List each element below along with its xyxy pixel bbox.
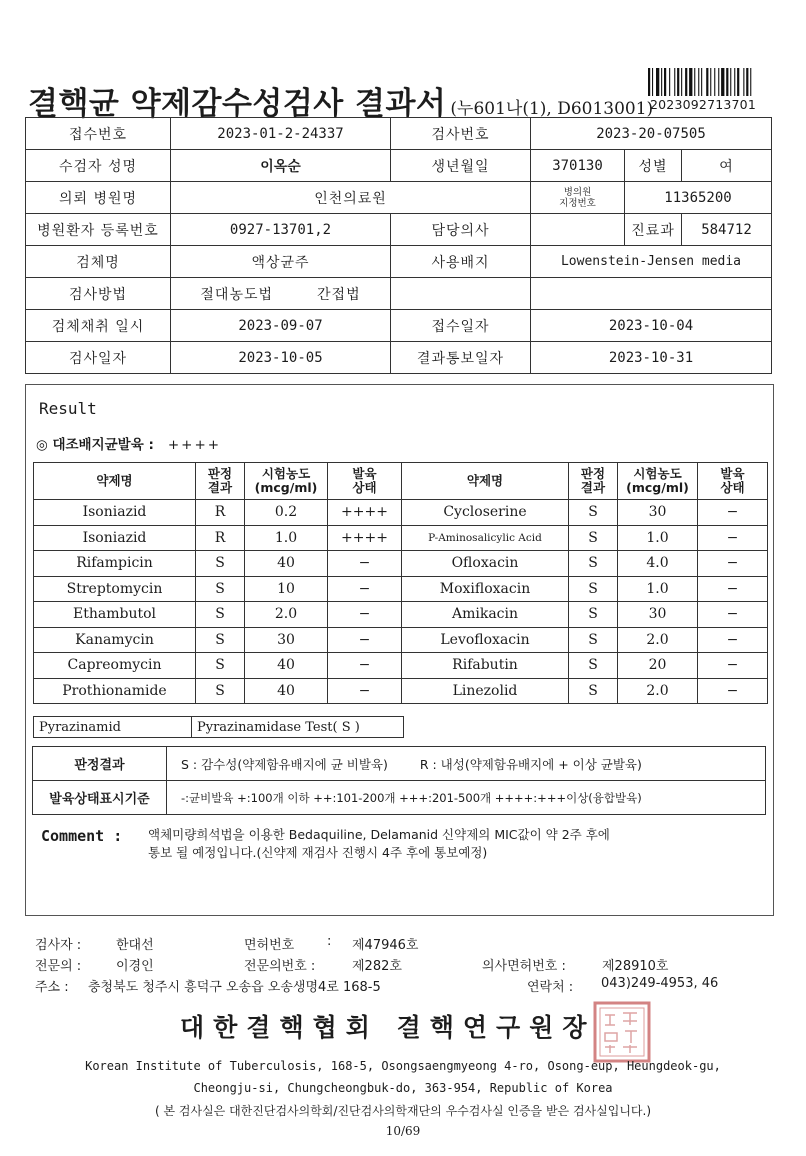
drug-growth-cell: − xyxy=(328,627,402,653)
drug-conc-cell: 10 xyxy=(245,576,328,602)
info-row xyxy=(26,182,772,214)
concentration-header xyxy=(618,463,698,500)
growth-header-line2: 상태 xyxy=(352,480,377,495)
drug-drug-cell: Ofloxacin xyxy=(402,551,569,577)
drug-drug-cell: Rifampicin xyxy=(34,551,196,577)
birth-label: 생년월일 xyxy=(391,150,531,182)
birth-date: 370130 xyxy=(531,150,625,182)
drug-drug-cell: Moxifloxacin xyxy=(402,576,569,602)
drug-growth-cell: − xyxy=(698,551,768,577)
growth-header-line1: 발육 xyxy=(352,466,377,481)
comment-label: Comment : xyxy=(41,827,123,845)
table-row xyxy=(34,525,768,551)
organization-name: 대한결핵협회 결핵연구원장 xyxy=(180,1013,596,1042)
drug-conc-cell: 2.0 xyxy=(618,678,698,704)
patient-name: 이옥순 xyxy=(171,150,391,182)
drug-result-cell: S xyxy=(196,551,245,577)
reception-no-label: 접수번호 xyxy=(26,118,171,150)
drug-conc-cell: 1.0 xyxy=(245,525,328,551)
specialist-no: 제282호 xyxy=(352,959,402,974)
address-label: 주소 : xyxy=(35,980,69,995)
colon: : xyxy=(327,934,332,949)
empty-cell xyxy=(391,278,531,310)
drug-susceptibility-table xyxy=(33,462,768,704)
judgement-header-line2: 결과 xyxy=(580,480,606,495)
table-header-row xyxy=(34,463,768,500)
examiner-name: 한대선 xyxy=(116,938,154,953)
drug-result-cell: S xyxy=(196,576,245,602)
comment-line: 액체미량희석법을 이용한 Bedaquiline, Delamanid 신약제의 MIC값이 약 2주 후에 xyxy=(148,827,610,842)
sex-value: 여 xyxy=(682,150,772,182)
drug-growth-cell: − xyxy=(698,525,768,551)
drug-conc-cell: 2.0 xyxy=(618,627,698,653)
drug-result-cell: S xyxy=(569,576,618,602)
judgement-header xyxy=(569,463,618,500)
exam-no: 2023-20-07505 xyxy=(531,118,772,150)
specimen-label: 검체명 xyxy=(26,246,171,278)
table-row xyxy=(34,653,768,679)
test-date-label: 검사일자 xyxy=(26,342,171,374)
empty-cell xyxy=(531,278,772,310)
hospital-code-label xyxy=(531,182,625,214)
drug-conc-cell: 30 xyxy=(618,500,698,526)
growth-header-line2: 상태 xyxy=(720,480,745,495)
table-row xyxy=(34,678,768,704)
doctor-label: 담당의사 xyxy=(391,214,531,246)
judgement-header-line1: 판정 xyxy=(207,466,233,481)
info-row xyxy=(26,310,772,342)
specialist-name: 이경인 xyxy=(116,959,154,974)
drug-drug-cell: Rifabutin xyxy=(402,653,569,679)
judgement-header-line1: 판정 xyxy=(580,466,606,481)
pza-label: Pyrazinamid xyxy=(34,717,192,738)
drug-result-cell: S xyxy=(196,678,245,704)
concentration-header xyxy=(245,463,328,500)
drug-growth-cell: − xyxy=(328,602,402,628)
concentration-header-line1: 시험농도 xyxy=(261,466,311,481)
collect-date: 2023-09-07 xyxy=(171,310,391,342)
official-seal-icon xyxy=(593,1001,651,1063)
drug-header: 약제명 xyxy=(34,463,196,500)
drug-growth-cell: ++++ xyxy=(328,500,402,526)
sex-label: 성별 xyxy=(625,150,682,182)
result-title: Result xyxy=(39,399,97,418)
drug-result-cell: S xyxy=(569,653,618,679)
legend-growth-value: -:균비발육 +:100개 이하 ++:101-200개 +++:201-500개 ++++:+++이상(융합발육) xyxy=(167,781,766,815)
address: 충청북도 청주시 흥덕구 오송읍 오송생명4로 168-5 xyxy=(88,980,381,995)
patient-reg-label: 병원환자 등록번호 xyxy=(26,214,171,246)
drug-growth-cell: − xyxy=(698,678,768,704)
patient-info-table xyxy=(25,117,772,374)
barcode-number: 2023092713701 xyxy=(650,97,756,112)
drug-result-cell: R xyxy=(196,500,245,526)
judgement-header xyxy=(196,463,245,500)
control-growth-value: ++++ xyxy=(167,437,222,453)
control-growth-label: ◎ 대조배지균발육 : xyxy=(36,437,154,453)
comment-text xyxy=(148,826,758,862)
drug-result-cell: S xyxy=(569,551,618,577)
drug-table-body xyxy=(34,500,768,704)
legend-r: R : 내성(약제함유배지에 + 이상 균발육) xyxy=(419,756,642,772)
table-row xyxy=(34,717,404,738)
license-no: 제47946호 xyxy=(352,938,419,953)
patient-reg-no: 0927-13701,2 xyxy=(171,214,391,246)
table-row xyxy=(34,602,768,628)
certification-note: ( 본 검사실은 대한진단검사의학회/진단검사의학재단의 우수검사실 인증을 받은 검사실입니다.) xyxy=(154,1104,651,1118)
exam-no-label: 검사번호 xyxy=(391,118,531,150)
pza-value: Pyrazinamidase Test( S ) xyxy=(192,717,404,738)
drug-conc-cell: 0.2 xyxy=(245,500,328,526)
drug-conc-cell: 40 xyxy=(245,551,328,577)
contact: 043)249-4953, 46 xyxy=(601,976,719,991)
page-number: 10/69 xyxy=(385,1124,421,1138)
drug-drug-cell: Cycloserine xyxy=(402,500,569,526)
drug-drug-cell: Linezolid xyxy=(402,678,569,704)
contact-label: 연락처 : xyxy=(527,980,574,995)
drug-result-cell: S xyxy=(196,653,245,679)
pyrazinamid-table xyxy=(33,716,404,738)
english-address-line2: Cheongju-si, Chungcheongbuk-do, 363-954, Republic of Korea xyxy=(193,1081,613,1095)
hospital-code-label-line2: 지정번호 xyxy=(559,197,596,209)
drug-result-cell: S xyxy=(569,525,618,551)
hospital-name: 인천의료원 xyxy=(171,182,531,214)
medium-value: Lowenstein-Jensen media xyxy=(531,246,772,278)
drug-conc-cell: 40 xyxy=(245,678,328,704)
hospital-label: 의뢰 병원명 xyxy=(26,182,171,214)
info-row xyxy=(26,278,772,310)
report-date: 2023-10-31 xyxy=(531,342,772,374)
drug-growth-cell: − xyxy=(328,576,402,602)
drug-result-cell: R xyxy=(196,525,245,551)
receive-date: 2023-10-04 xyxy=(531,310,772,342)
info-row xyxy=(26,214,772,246)
patient-name-label: 수검자 성명 xyxy=(26,150,171,182)
dept-value: 584712 xyxy=(682,214,772,246)
specialist-label: 전문의 : xyxy=(35,959,82,974)
drug-growth-cell: − xyxy=(698,653,768,679)
drug-result-cell: S xyxy=(569,627,618,653)
legend-judgement-label: 판정결과 xyxy=(33,747,167,781)
drug-drug-cell: Streptomycin xyxy=(34,576,196,602)
reception-no: 2023-01-2-24337 xyxy=(171,118,391,150)
medium-label: 사용배지 xyxy=(391,246,531,278)
drug-result-cell: S xyxy=(569,678,618,704)
growth-header xyxy=(328,463,402,500)
drug-drug-cell: Ethambutol xyxy=(34,602,196,628)
drug-conc-cell: 1.0 xyxy=(618,576,698,602)
method-label: 검사방법 xyxy=(26,278,171,310)
report-date-label: 결과통보일자 xyxy=(391,342,531,374)
drug-drug-cell: Amikacin xyxy=(402,602,569,628)
drug-drug-cell: Capreomycin xyxy=(34,653,196,679)
drug-drug-cell: Prothionamide xyxy=(34,678,196,704)
collect-date-label: 검체채취 일시 xyxy=(26,310,171,342)
specimen-value: 액상균주 xyxy=(171,246,391,278)
hospital-code-label-line1: 병의원 xyxy=(563,186,592,198)
drug-drug-cell: Isoniazid xyxy=(34,500,196,526)
drug-conc-cell: 2.0 xyxy=(245,602,328,628)
drug-result-cell: S xyxy=(569,500,618,526)
drug-growth-cell: − xyxy=(698,627,768,653)
table-row xyxy=(34,551,768,577)
info-row xyxy=(26,342,772,374)
form-code: (누601나(1), D6013001) xyxy=(450,99,654,119)
examiner-label: 검사자 : xyxy=(35,938,82,953)
legend-table xyxy=(32,746,766,815)
doctor-license-label: 의사면허번호 : xyxy=(482,959,566,974)
doctor-name xyxy=(531,214,625,246)
drug-conc-cell: 20 xyxy=(618,653,698,679)
drug-conc-cell: 30 xyxy=(245,627,328,653)
concentration-header-line2: (mcg/ml) xyxy=(626,480,689,495)
drug-result-cell: S xyxy=(569,602,618,628)
drug-drug-cell: P-Aminosalicylic Acid xyxy=(402,525,569,551)
hospital-code: 11365200 xyxy=(625,182,772,214)
legend-row xyxy=(33,781,766,815)
receive-date-label: 접수일자 xyxy=(391,310,531,342)
judgement-header-line2: 결과 xyxy=(207,480,233,495)
test-date: 2023-10-05 xyxy=(171,342,391,374)
comment-line: 통보 될 예정입니다.(신약제 재검사 진행시 4주 후에 통보예정) xyxy=(148,845,488,860)
method-2: 간접법 xyxy=(317,286,361,303)
drug-growth-cell: − xyxy=(698,576,768,602)
drug-growth-cell: − xyxy=(328,653,402,679)
specialist-no-label: 전문의번호 : xyxy=(244,959,316,974)
drug-conc-cell: 30 xyxy=(618,602,698,628)
title-text: 결핵균 약제감수성검사 결과서 xyxy=(28,86,447,122)
drug-growth-cell: − xyxy=(328,551,402,577)
table-row xyxy=(34,627,768,653)
drug-growth-cell: − xyxy=(698,500,768,526)
method-1: 절대농도법 xyxy=(200,286,274,303)
drug-result-cell: S xyxy=(196,602,245,628)
table-row xyxy=(34,500,768,526)
info-row xyxy=(26,246,772,278)
drug-conc-cell: 40 xyxy=(245,653,328,679)
drug-drug-cell: Kanamycin xyxy=(34,627,196,653)
legend-s: S : 감수성(약제함유배지에 균 비발육) xyxy=(181,756,388,772)
control-growth xyxy=(36,433,221,453)
growth-header xyxy=(698,463,768,500)
license-label: 면허번호 xyxy=(244,938,295,953)
doctor-license-no: 제28910호 xyxy=(602,959,669,974)
drug-drug-cell: Isoniazid xyxy=(34,525,196,551)
concentration-header-line1: 시험농도 xyxy=(633,466,682,481)
drug-conc-cell: 1.0 xyxy=(618,525,698,551)
legend-growth-label: 발육상태표시기준 xyxy=(33,781,167,815)
drug-growth-cell: − xyxy=(328,678,402,704)
drug-conc-cell: 4.0 xyxy=(618,551,698,577)
barcode-icon xyxy=(648,68,772,96)
table-row xyxy=(34,576,768,602)
method-value xyxy=(171,278,391,310)
drug-result-cell: S xyxy=(196,627,245,653)
concentration-header-line2: (mcg/ml) xyxy=(254,480,318,495)
growth-header-line1: 발육 xyxy=(720,466,745,481)
drug-growth-cell: − xyxy=(698,602,768,628)
legend-row xyxy=(33,747,766,781)
drug-growth-cell: ++++ xyxy=(328,525,402,551)
drug-drug-cell: Levofloxacin xyxy=(402,627,569,653)
english-address-line1: Korean Institute of Tuberculosis, 168-5, Osongsaengmyeong 4-ro, Osong-eup, Heungdeok-gu, xyxy=(85,1059,721,1073)
drug-header: 약제명 xyxy=(402,463,569,500)
dept-label: 진료과 xyxy=(625,214,682,246)
info-row xyxy=(26,150,772,182)
info-row xyxy=(26,118,772,150)
legend-judgement-value xyxy=(167,747,766,781)
